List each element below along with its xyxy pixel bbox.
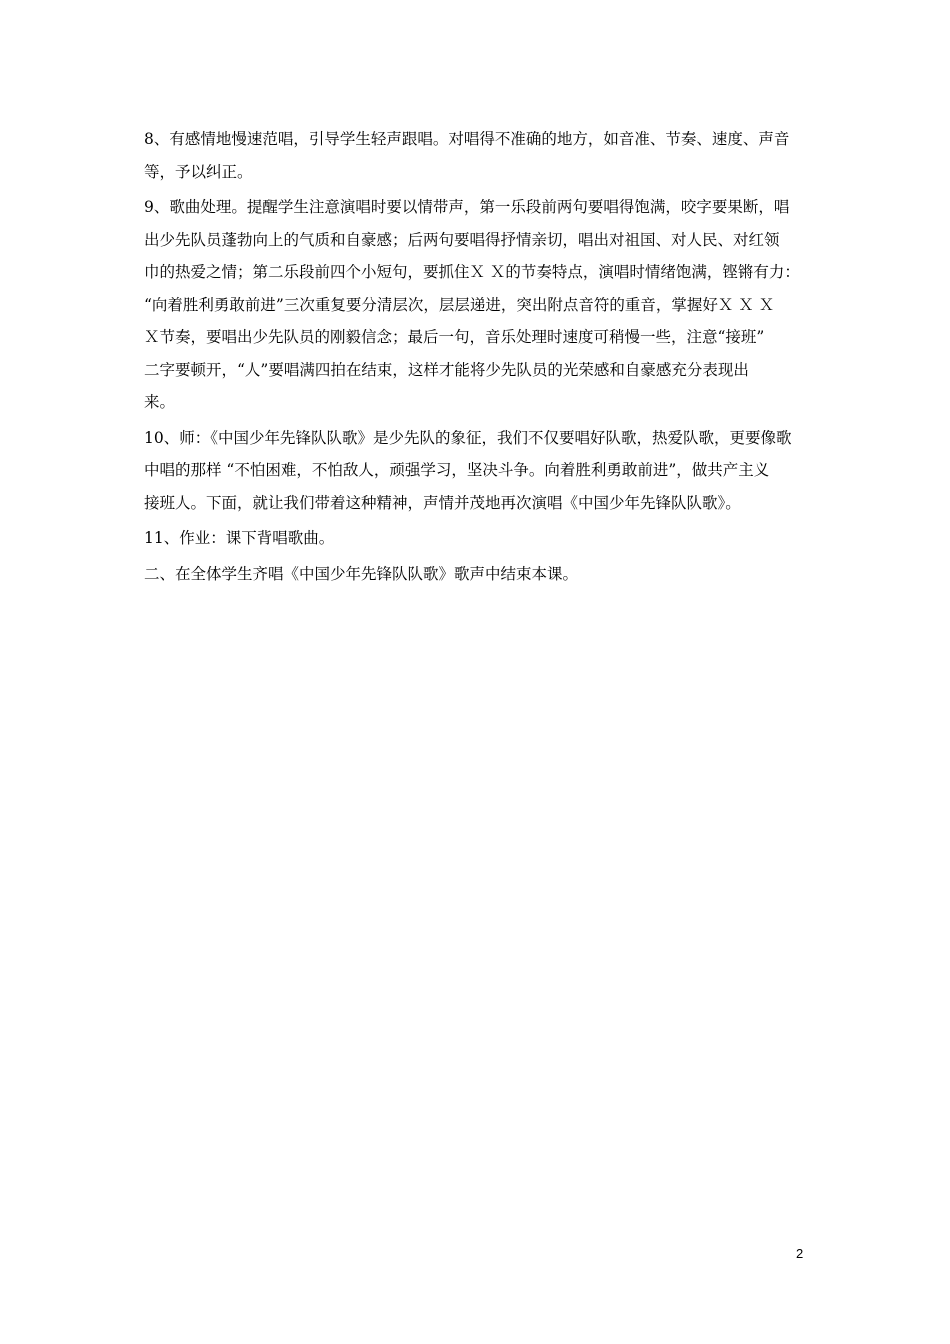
paragraph-item-8	[144, 123, 808, 188]
text-line: Ｘ节奏，要唱出少先队员的刚毅信念；最后一句，音乐处理时速度可稍慢一些，注意“接班”	[144, 328, 765, 346]
paragraph-section-2	[144, 558, 808, 591]
document-body	[144, 123, 808, 593]
text-line: 接班人。下面，就让我们带着这种精神，声情并茂地再次演唱《中国少年先锋队队歌》。	[144, 493, 741, 512]
text-line: 8、有感情地慢速范唱，引导学生轻声跟唱。对唱得不准确的地方，如音准、节奏、速度、声音	[144, 130, 790, 148]
text-line: 11、作业：课下背唱歌曲。	[144, 529, 335, 547]
paragraph-item-10	[144, 422, 808, 520]
text-line: “向着胜利勇敢前进”三次重复要分清层次，层层递进，突出附点音符的重音，掌握好Ｘ Ｘ Ｘ	[144, 295, 775, 314]
paragraph-item-9	[144, 191, 808, 419]
text-line: 来。	[144, 393, 176, 411]
text-line: 二字要顿开，“人”要唱满四拍在结束，这样才能将少先队员的光荣感和自豪感充分表现出	[144, 360, 749, 379]
text-line: 等，予以纠正。	[144, 162, 253, 181]
page-number: 2	[796, 1246, 804, 1261]
text-line: 10、师：《中国少年先锋队队歌》是少先队的象征，我们不仅要唱好队歌，热爱队歌，更要像歌	[144, 428, 792, 447]
text-line: 二、在全体学生齐唱《中国少年先锋队队歌》歌声中结束本课。	[144, 564, 579, 583]
text-line: 出少先队员蓬勃向上的气质和自豪感；后两句要唱得抒情亲切，唱出对祖国、对人民、对红领	[144, 230, 780, 249]
text-line: 中唱的那样 “不怕困难，不怕敌人，顽强学习，坚决斗争。向着胜利勇敢前进”，做共产主义	[144, 461, 770, 479]
paragraph-item-11	[144, 522, 808, 555]
text-line: 巾的热爱之情；第二乐段前四个小短句，要抓住Ｘ Ｘ的节奏特点，演唱时情绪饱满，铿锵有力：	[144, 263, 800, 281]
text-line: 9、歌曲处理。提醒学生注意演唱时要以情带声，第一乐段前两句要唱得饱满，咬字要果断，唱	[144, 198, 790, 216]
